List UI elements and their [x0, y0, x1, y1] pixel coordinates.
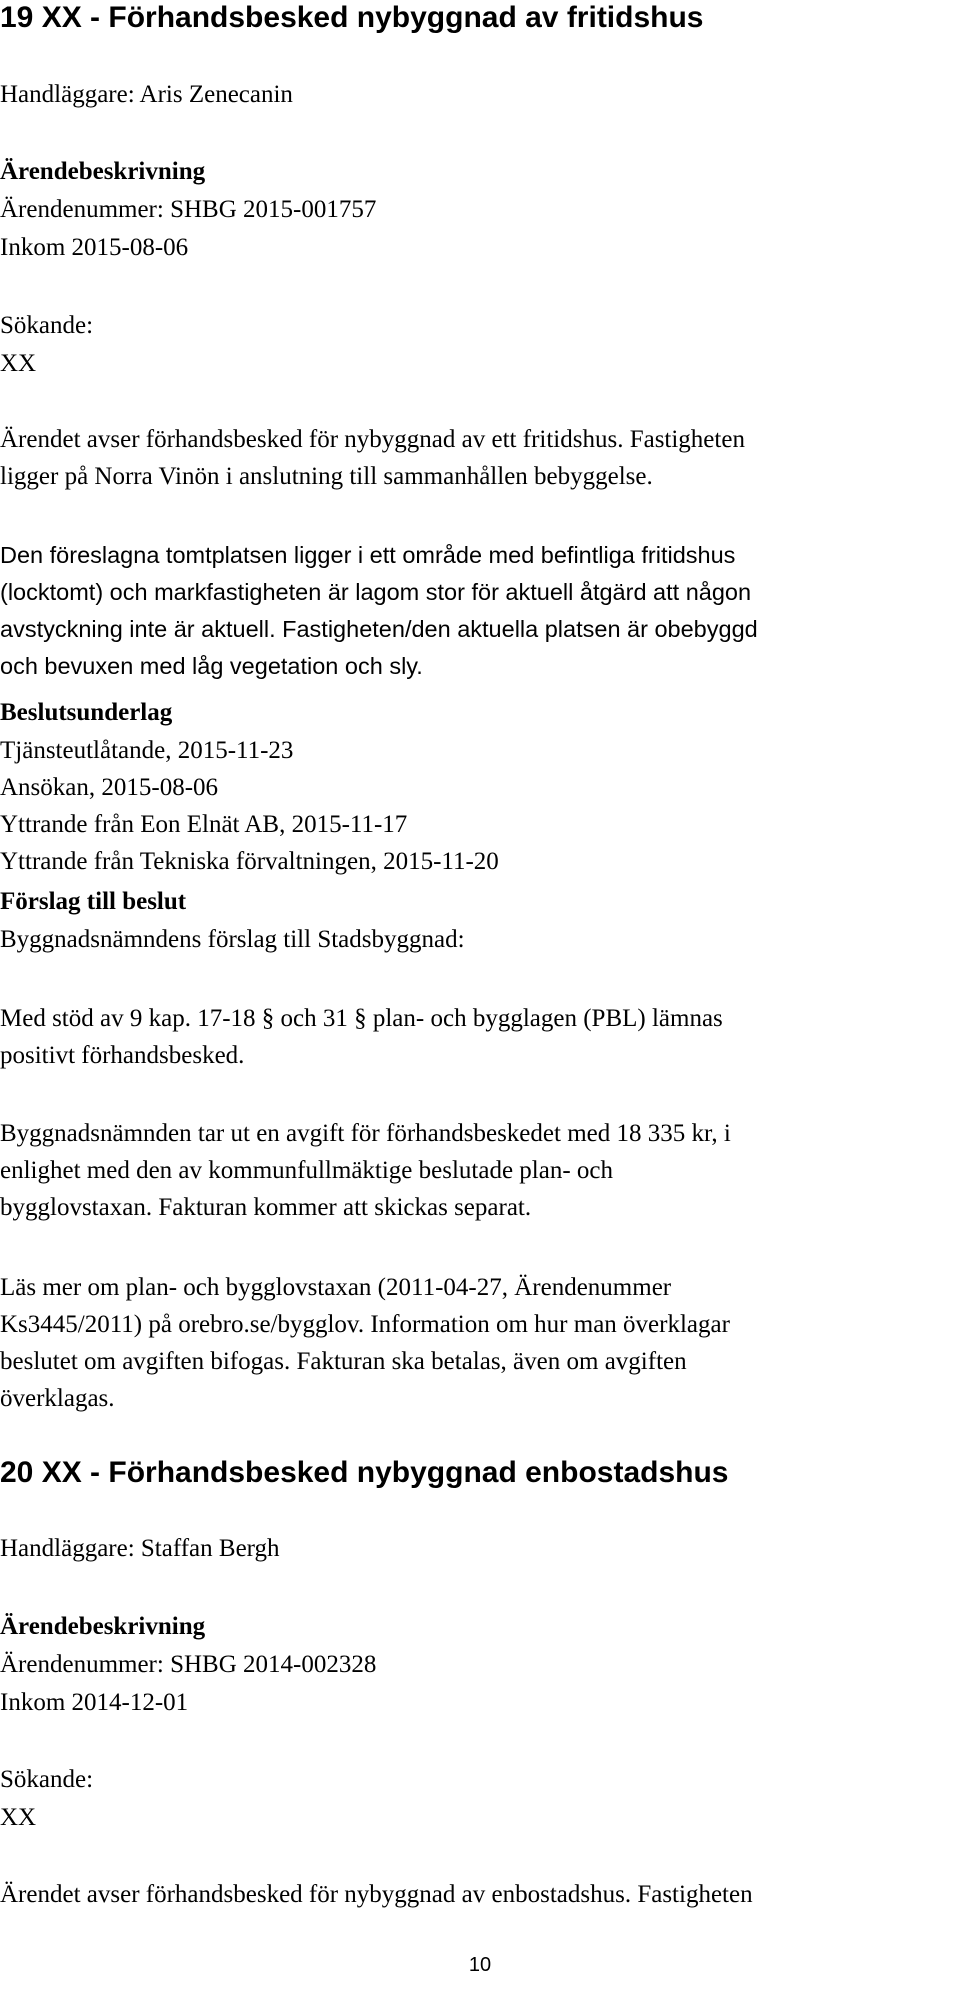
item-20-heading: 20 XX - Förhandsbesked nybyggnad enbostadshus: [0, 1456, 729, 1489]
paragraph-line: överklagas.: [0, 1385, 115, 1412]
list-item: Tjänsteutlåtande, 2015-11-23: [0, 737, 294, 764]
item-19-fee-paragraph: [0, 1115, 731, 1226]
item-20-arendebeskrivning-title: Ärendebeskrivning: [0, 1613, 206, 1640]
item-19-forslag-intro: Byggnadsnämndens förslag till Stadsbyggnad:: [0, 926, 465, 953]
item-20-sokande-value: XX: [0, 1804, 37, 1831]
paragraph-line: och bevuxen med låg vegetation och sly.: [0, 653, 423, 679]
item-19-beslutsunderlag-list: [0, 732, 499, 880]
item-20-inkom: Inkom 2014-12-01: [0, 1689, 189, 1716]
item-19-arendenummer: Ärendenummer: SHBG 2015-001757: [0, 196, 377, 223]
item-19-forslag-title: Förslag till beslut: [0, 888, 187, 915]
item-19-sokande-label: Sökande:: [0, 312, 94, 339]
item-20-intro-line: Ärendet avser förhandsbesked för nybyggnad av enbostadshus. Fastigheten: [0, 1881, 753, 1908]
item-19-description-paragraph: [0, 537, 758, 685]
page-number: 10: [468, 1954, 492, 1976]
paragraph-line: beslutet om avgiften bifogas. Fakturan ska betalas, även om avgiften: [0, 1348, 687, 1375]
paragraph-line: (locktomt) och markfastigheten är lagom stor för aktuell åtgärd att någon: [0, 579, 752, 605]
item-19-handlaggare: Handläggare: Aris Zenecanin: [0, 81, 293, 108]
item-19-arendebeskrivning-title: Ärendebeskrivning: [0, 158, 206, 185]
paragraph-line: enlighet med den av kommunfullmäktige beslutade plan- och: [0, 1157, 614, 1184]
paragraph-line: Läs mer om plan- och bygglovstaxan (2011-04-27, Ärendenummer: [0, 1274, 672, 1301]
paragraph-line: Ärendet avser förhandsbesked för nybyggnad av ett fritidshus. Fastigheten: [0, 426, 745, 453]
paragraph-line: Byggnadsnämnden tar ut en avgift för förhandsbeskedet med 18 335 kr, i: [0, 1120, 731, 1147]
paragraph-line: ligger på Norra Vinön i anslutning till sammanhållen bebyggelse.: [0, 463, 653, 490]
item-19-info-paragraph: [0, 1269, 730, 1417]
item-20-arendenummer: Ärendenummer: SHBG 2014-002328: [0, 1651, 377, 1678]
item-19-intro-paragraph: [0, 421, 745, 495]
paragraph-line: Den föreslagna tomtplatsen ligger i ett område med befintliga fritidshus: [0, 542, 736, 568]
paragraph-line: Ks3445/2011) på orebro.se/bygglov. Information om hur man överklagar: [0, 1311, 730, 1338]
item-19-inkom: Inkom 2015-08-06: [0, 234, 189, 261]
item-20-handlaggare: Handläggare: Staffan Bergh: [0, 1535, 280, 1562]
item-20-sokande-label: Sökande:: [0, 1766, 94, 1793]
paragraph-line: positivt förhandsbesked.: [0, 1042, 245, 1069]
list-item: Ansökan, 2015-08-06: [0, 774, 219, 801]
item-19-heading: 19 XX - Förhandsbesked nybyggnad av fritidshus: [0, 1, 704, 34]
item-19-beslutsunderlag-title: Beslutsunderlag: [0, 699, 173, 726]
list-item: Yttrande från Eon Elnät AB, 2015-11-17: [0, 811, 408, 838]
paragraph-line: Med stöd av 9 kap. 17-18 § och 31 § plan- och bygglagen (PBL) lämnas: [0, 1005, 723, 1032]
list-item: Yttrande från Tekniska förvaltningen, 2015-11-20: [0, 848, 499, 875]
paragraph-line: bygglovstaxan. Fakturan kommer att skickas separat.: [0, 1194, 532, 1221]
paragraph-line: avstyckning inte är aktuell. Fastigheten/den aktuella platsen är obebyggd: [0, 616, 758, 642]
item-19-decision-paragraph: [0, 1000, 723, 1074]
item-19-sokande-value: XX: [0, 350, 37, 377]
